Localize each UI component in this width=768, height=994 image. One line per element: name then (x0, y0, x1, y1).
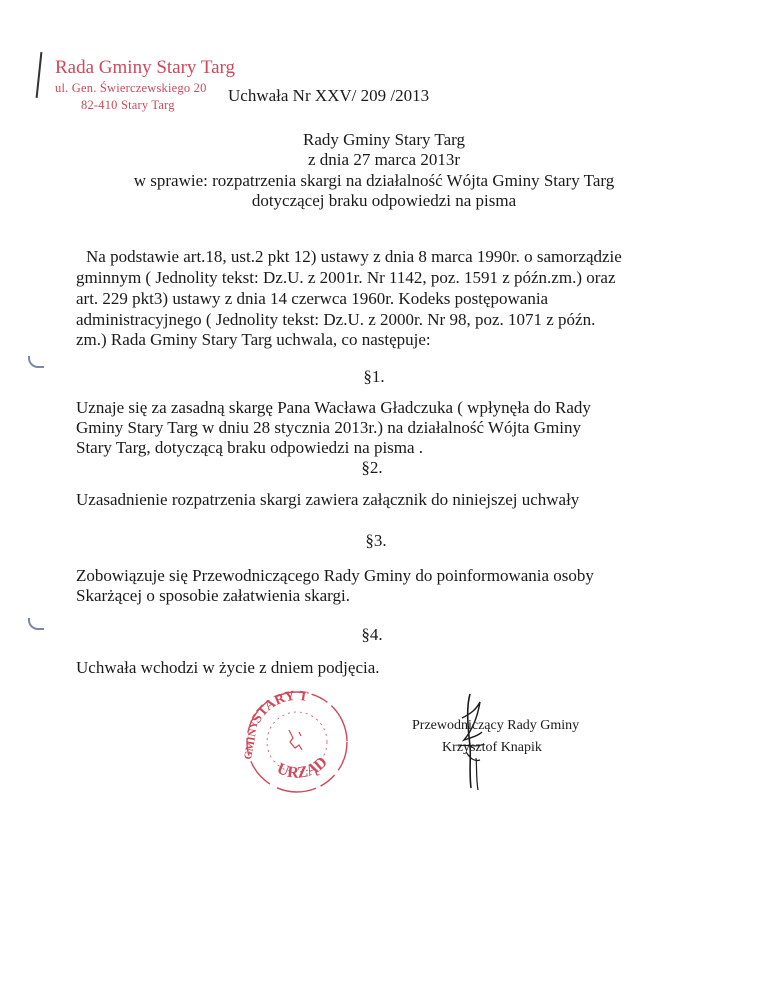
section-2-text: Uzasadnienie rozpatrzenia skargi zawiera załącznik do niniejszej uchwały (76, 490, 580, 509)
section-2-title: §2. (361, 458, 383, 477)
header-subject-cont: dotyczącej braku odpowiedzi na pisma (251, 191, 517, 210)
preamble-line: art. 229 pkt3) ustawy z dnia 14 czerwca 1960r. Kodeks postępowania (76, 289, 549, 308)
letterhead-street: ul. Gen. Świerczewskiego 20 (55, 81, 207, 95)
official-seal (237, 680, 357, 800)
signer-role: Przewodniczący Rady Gminy (412, 718, 580, 733)
header-date: z dnia 27 marca 2013r (308, 150, 460, 169)
section-4-title: §4. (361, 625, 383, 644)
seal-top-text: STARY T (249, 688, 310, 727)
signature-block (412, 715, 579, 759)
margin-mark (36, 52, 43, 98)
preamble-line: Na podstawie art.18, ust.2 pkt 12) ustawy z dnia 8 marca 1990r. o samorządzie (86, 247, 622, 266)
seal-left-text: GMINY (242, 719, 261, 761)
signer-name: Krzysztof Knapik (442, 740, 542, 755)
section-1-line: Stary Targ, dotyczącą braku odpowiedzi na pisma . (76, 438, 424, 457)
section-3-line: Skarżącej o sposobie załatwienia skargi. (76, 586, 350, 605)
resolution-number: Uchwała Nr XXV/ 209 /2013 (228, 86, 430, 105)
preamble-line: zm.) Rada Gminy Stary Targ uchwala, co następuje: (76, 330, 431, 349)
letterhead-city: 82-410 Stary Targ (81, 98, 175, 112)
section-3-title: §3. (365, 531, 387, 550)
section-1-line: Uznaje się za zasadną skargę Pana Wacława Gładczuka ( wpłynęła do Rady (76, 398, 591, 417)
header-subject: w sprawie: rozpatrzenia skargi na działalność Wójta Gminy Stary Targ (133, 171, 615, 190)
seal-bottom-text: URZĄD (274, 753, 331, 782)
section-1-title: §1. (363, 367, 385, 386)
seal-emblem (289, 730, 302, 750)
header-council: Rady Gminy Stary Targ (302, 130, 466, 149)
section-4-text: Uchwała wchodzi w życie z dniem podjęcia. (76, 658, 380, 677)
preamble-line: administracyjnego ( Jednolity tekst: Dz.U. z 2000r. Nr 98, poz. 1071 z późn. (76, 310, 596, 329)
letterhead-name: Rada Gminy Stary Targ (55, 57, 236, 78)
preamble-line: gminnym ( Jednolity tekst: Dz.U. z 2001r. Nr 1142, poz. 1591 z późn.zm.) oraz (76, 268, 616, 287)
section-1-line: Gminy Stary Targ w dniu 28 stycznia 2013r.) na działalność Wójta Gminy (76, 418, 581, 437)
letterhead (55, 56, 235, 114)
section-3-line: Zobowiązuje się Przewodniczącego Rady Gminy do poinformowania osoby (76, 566, 594, 585)
